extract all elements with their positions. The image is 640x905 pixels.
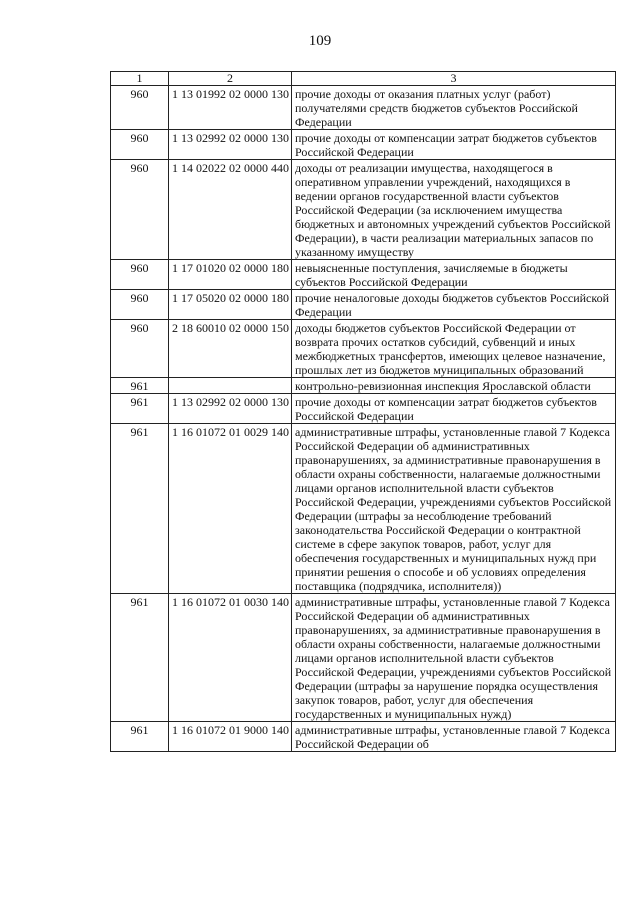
- table-row: [111, 722, 616, 752]
- revenue-code-cell: 1 16 01072 01 9000 140: [169, 722, 292, 752]
- revenue-code-cell: 2 18 60010 02 0000 150: [169, 320, 292, 378]
- admin-code-cell: 961: [111, 424, 169, 594]
- revenue-code-cell: 1 13 01992 02 0000 130: [169, 86, 292, 130]
- admin-code-cell: 960: [111, 86, 169, 130]
- description-cell: доходы бюджетов субъектов Российской Федерации от возврата прочих остатков субсидий, субвенций и иных межбюджетных трансфертов, имеющих целевое назначение, прошлых лет из бюджетов муниципальных образований: [292, 320, 616, 378]
- table-row: [111, 320, 616, 378]
- revenue-code-cell: 1 16 01072 01 0030 140: [169, 594, 292, 722]
- table-row: [111, 86, 616, 130]
- revenue-code-cell: 1 17 05020 02 0000 180: [169, 290, 292, 320]
- revenue-code-cell: 1 13 02992 02 0000 130: [169, 130, 292, 160]
- column-header-3: 3: [292, 72, 616, 86]
- revenue-classification-table: [110, 71, 616, 752]
- table-row: [111, 424, 616, 594]
- description-cell: административные штрафы, установленные главой 7 Кодекса Российской Федерации об административных правонарушениях, за административные правонарушения в области охраны собственности, налагаемые должностными лицами органов исполнительной власти субъектов Российской Федерации, учреждениями субъектов Российской Федерации (штрафы за нарушение порядка осуществления закупок товаров, работ, услуг для обеспечения государственных и муниципальных нужд): [292, 594, 616, 722]
- admin-code-cell: 960: [111, 320, 169, 378]
- admin-code-cell: 961: [111, 594, 169, 722]
- table-row: [111, 290, 616, 320]
- table-row: [111, 378, 616, 394]
- description-cell: невыясненные поступления, зачисляемые в бюджеты субъектов Российской Федерации: [292, 260, 616, 290]
- revenue-code-cell: 1 13 02992 02 0000 130: [169, 394, 292, 424]
- table-row: [111, 130, 616, 160]
- table-body: [111, 72, 616, 752]
- table-row: [111, 394, 616, 424]
- admin-code-cell: 961: [111, 722, 169, 752]
- revenue-code-cell: [169, 378, 292, 394]
- column-header-1: 1: [111, 72, 169, 86]
- description-cell: доходы от реализации имущества, находящегося в оперативном управлении учреждений, находящихся в ведении органов государственной власти субъектов Российской Федерации (за исключением имущества бюджетных и автономных учреждений субъектов Российской Федерации), в части реализации материальных запасов по указанному имуществу: [292, 160, 616, 260]
- table-row: [111, 260, 616, 290]
- revenue-code-cell: 1 14 02022 02 0000 440: [169, 160, 292, 260]
- description-cell: административные штрафы, установленные главой 7 Кодекса Российской Федерации об административных правонарушениях, за административные правонарушения в области охраны собственности, налагаемые должностными лицами органов исполнительной власти субъектов Российской Федерации, учреждениями субъектов Российской Федерации (штрафы за несоблюдение требований законодательства Российской Федерации о контрактной системе в сфере закупок товаров, работ, услуг для обеспечения государственных и муниципальных нужд при принятии решения о способе и об условиях определения поставщика (подрядчика, исполнителя)): [292, 424, 616, 594]
- table-row: [111, 160, 616, 260]
- table-header-row: [111, 72, 616, 86]
- table-row: [111, 594, 616, 722]
- column-header-2: 2: [169, 72, 292, 86]
- admin-code-cell: 960: [111, 290, 169, 320]
- description-cell: контрольно-ревизионная инспекция Ярославской области: [292, 378, 616, 394]
- description-cell: прочие доходы от компенсации затрат бюджетов субъектов Российской Федерации: [292, 130, 616, 160]
- revenue-code-cell: 1 17 01020 02 0000 180: [169, 260, 292, 290]
- admin-code-cell: 961: [111, 394, 169, 424]
- admin-code-cell: 960: [111, 160, 169, 260]
- description-cell: административные штрафы, установленные главой 7 Кодекса Российской Федерации об: [292, 722, 616, 752]
- admin-code-cell: 960: [111, 130, 169, 160]
- admin-code-cell: 960: [111, 260, 169, 290]
- description-cell: прочие неналоговые доходы бюджетов субъектов Российской Федерации: [292, 290, 616, 320]
- page-number: 109: [308, 33, 332, 49]
- description-cell: прочие доходы от оказания платных услуг (работ) получателями средств бюджетов субъектов Российской Федерации: [292, 86, 616, 130]
- admin-code-cell: 961: [111, 378, 169, 394]
- description-cell: прочие доходы от компенсации затрат бюджетов субъектов Российской Федерации: [292, 394, 616, 424]
- revenue-code-cell: 1 16 01072 01 0029 140: [169, 424, 292, 594]
